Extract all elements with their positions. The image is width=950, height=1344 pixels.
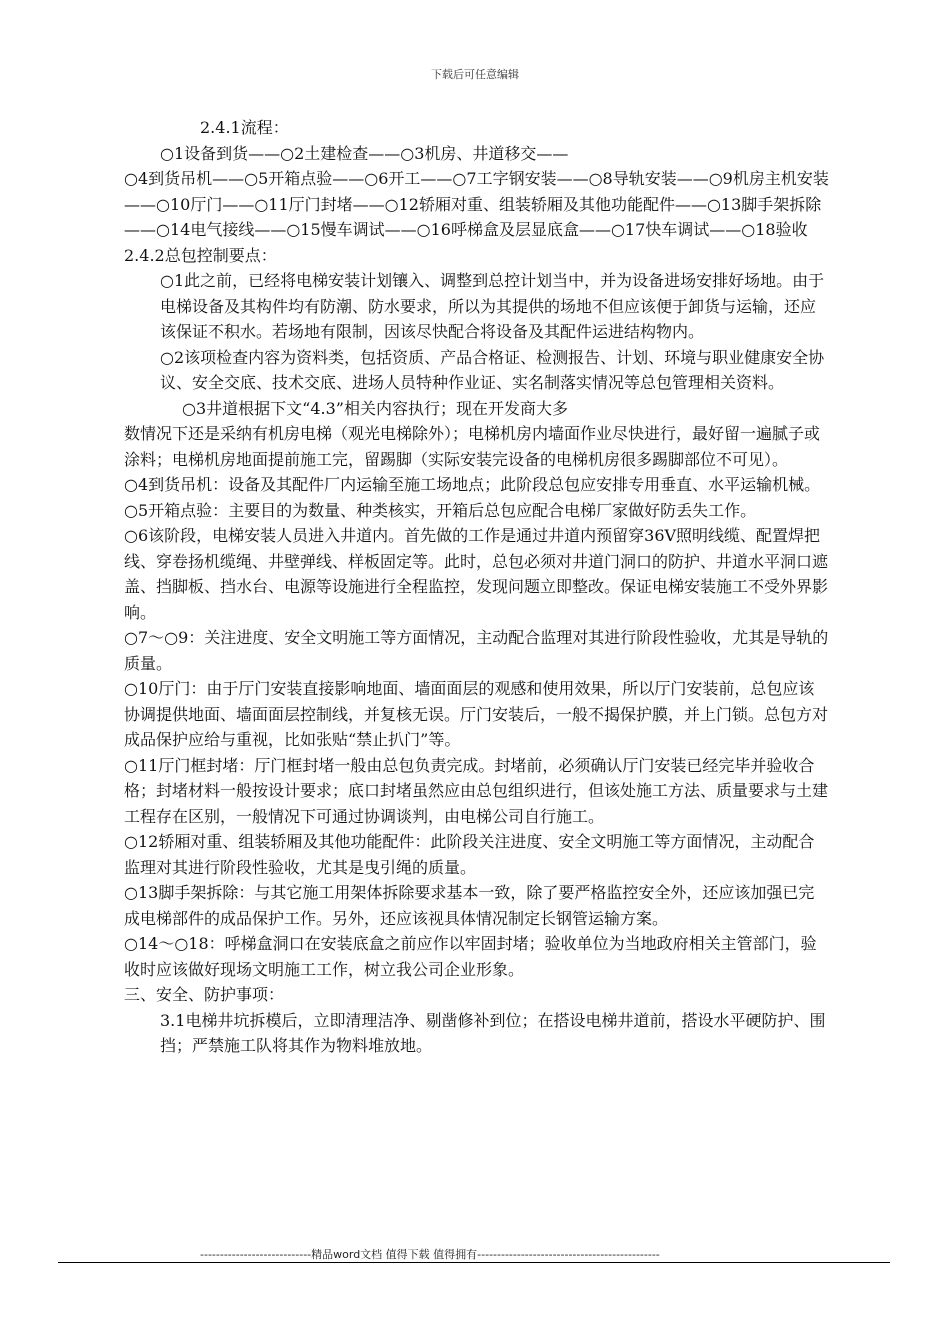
paragraph: ○10厅门：由于厅门安装直接影响地面、墙面面层的观感和使用效果，所以厅门安装前，总包应该协调提供地面、墙面面层控制线，并复核无误。厅门安装后，一般不揭保护膜，并上门锁。总包方对成品保护应给与重视，比如张贴“禁止扒门”等。	[124, 679, 829, 749]
paragraph: ○4到货吊机：设备及其配件厂内运输至施工场地点；此阶段总包应安排专用垂直、水平运输机械。	[124, 475, 821, 494]
paragraph: ○4到货吊机——○5开箱点验——○6开工——○7工字钢安装——○8导轨安装——○9机房主机安装——○10厅门——○11厅门封堵——○12轿厢对重、组装轿厢及其他功能配件——○13脚手架拆除——○14电气接线——○15慢车调试——○16呼梯盒及层显底盒——○17快车调试——○18验收	[124, 169, 829, 239]
paragraph: ○7～○9：关注进度、安全文明施工等方面情况，主动配合监理对其进行阶段性验收，尤其是导轨的质量。	[124, 628, 829, 673]
section-heading-3: 三、安全、防护事项：	[124, 985, 285, 1004]
paragraph: ○1此之前，已经将电梯安装计划镶入、调整到总控计划当中，并为设备进场安排好场地。由于电梯设备及其构件均有防潮、防水要求，所以为其提供的场地不但应该便于卸货与运输，还应该保证不积水。若场地有限制，因该尽快配合将设备及其配件运进结构物内。	[160, 271, 825, 341]
paragraph: ○1设备到货——○2土建检查——○3机房、井道移交——	[160, 143, 569, 163]
page-footer: ----------------------------精品word文档 值得下载 值得拥有----------------------------------------------	[200, 1248, 660, 1261]
paragraph: 3.1电梯井坑拆模后，立即清理洁净、剔凿修补到位；在搭设电梯井道前，搭设水平硬防护、围挡；严禁施工队将其作为物料堆放地。	[160, 1010, 826, 1055]
paragraph: ○13脚手架拆除：与其它施工用架体拆除要求基本一致，除了要严格监控安全外，还应该加强已完成电梯部件的成品保护工作。另外，还应该视具体情况制定长钢管运输方案。	[124, 883, 815, 928]
footer-divider	[58, 1262, 890, 1263]
paragraph: ○5开箱点验：主要目的为数量、种类核实，开箱后总包应配合电梯厂家做好防丢失工作。	[124, 500, 757, 520]
paragraph: ○6该阶段，电梯安装人员进入井道内。首先做的工作是通过井道内预留穿36V照明线缆、配置焊把线、穿卷扬机缆绳、井壁弹线、样板固定等。此时，总包必须对井道门洞口的防护、井道水平洞口遮盖、挡脚板、挡水台、电源等设施进行全程监控，发现问题立即整改。保证电梯安装施工不受外界影响。	[124, 526, 829, 622]
document-body	[124, 115, 829, 1059]
paragraph: ○14～○18：呼梯盒洞口在安装底盒之前应作以牢固封堵；验收单位为当地政府相关主管部门，验收时应该做好现场文明施工工作，树立我公司企业形象。	[124, 934, 817, 979]
paragraph: ○11厅门框封堵：厅门框封堵一般由总包负责完成。封堵前，必须确认厅门安装已经完毕并验收合格；封堵材料一般按设计要求；底口封堵虽然应由总包组织进行，但该处施工方法、质量要求与土建工程存在区别，一般情况下可通过协调谈判，由电梯公司自行施工。	[124, 755, 829, 826]
section-heading-2-4-1: 2.4.1流程：	[200, 118, 289, 137]
paragraph: ○12轿厢对重、组装轿厢及其他功能配件：此阶段关注进度、安全文明施工等方面情况，主动配合监理对其进行阶段性验收，尤其是曳引绳的质量。	[124, 832, 815, 877]
paragraph: 数情况下还是采纳有机房电梯（观光电梯除外）；电梯机房内墙面作业尽快进行，最好留一遍腻子或涂料；电梯机房地面提前施工完，留踢脚（实际安装完设备的电梯机房很多踢脚部位不可见）。	[124, 424, 821, 469]
paragraph: ○2该项检查内容为资料类，包括资质、产品合格证、检测报告、计划、环境与职业健康安全协议、安全交底、技术交底、进场人员特种作业证、实名制落实情况等总包管理相关资料。	[160, 347, 825, 392]
paragraph: ○3井道根据下文“4.3”相关内容执行；现在开发商大多	[182, 398, 568, 418]
page-header: 下载后可任意编辑	[431, 68, 519, 81]
section-heading-2-4-2: 2.4.2总包控制要点：	[124, 245, 277, 265]
